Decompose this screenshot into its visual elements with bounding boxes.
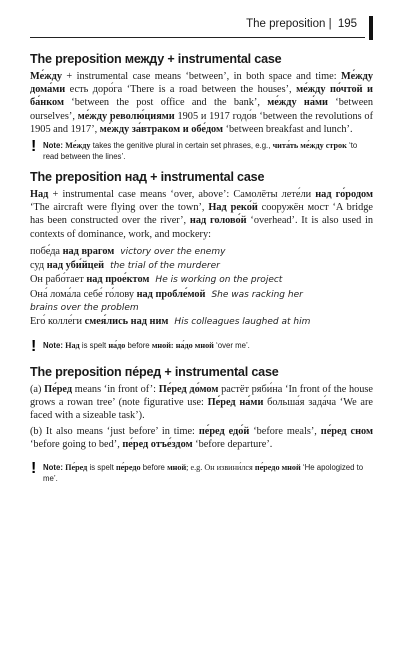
run: ме́жду револю́циями [77, 110, 175, 122]
run: суд [30, 260, 47, 272]
example-russian [30, 245, 114, 258]
run: before [125, 340, 152, 350]
section-paragraph-b [30, 425, 373, 451]
run: над врагом [62, 245, 115, 257]
run: Она́ лома́ла себе́ го́лову [30, 288, 137, 300]
run: ‘to read between the lines’. [43, 141, 358, 162]
run: + instrumental case means ‘between’, in both space and time: [61, 71, 342, 82]
run: Его́ колле́ги [30, 316, 85, 328]
run: Ме́жду [30, 71, 62, 82]
run: Он рабо́тает [30, 274, 87, 286]
note-box [30, 337, 373, 355]
run: есть доро́га ‘There is a road between the houses’, [65, 84, 297, 96]
run: ‘between breakfast and lunch’. [223, 123, 353, 135]
run: ‘The aircraft were flying over the town’, [30, 202, 209, 214]
section-mezhdu [30, 52, 373, 162]
run: Пе́ред [44, 383, 73, 395]
run: мной: на́до мной [151, 340, 214, 350]
section-title [30, 52, 373, 66]
run: пе́ред сном [320, 426, 374, 438]
header-bar [369, 16, 373, 40]
run: Над [30, 189, 49, 201]
section-title-prefix: The preposition [30, 364, 122, 379]
run: сооружён мост ‘A bridge has been constructed over the river’, [30, 202, 373, 227]
run: Note: [43, 141, 66, 151]
run: ‘before meals’, [249, 426, 321, 438]
example-translation: She was racking her [211, 289, 303, 300]
run: ‘overhead’. It is also used in contexts of dominance, work, and mockery: [30, 215, 373, 240]
run: ‘before departure’. [192, 439, 273, 451]
run: 1905 и 1917 годо́в ‘between the revolutions of 1905 and 1917’, [30, 110, 373, 135]
example-translation: He is working on the project [155, 275, 283, 286]
section-pered [30, 365, 373, 484]
run: растёт ряби́на ‘In front of the house grows a rowan tree’ (note figurative use: [30, 383, 373, 408]
run: is spelt [79, 340, 109, 350]
run: смея́лись над ним [84, 316, 169, 328]
example-item [30, 288, 373, 316]
run: пе́редо мной [254, 462, 301, 472]
run: Над реко́й [208, 202, 258, 214]
run: before [140, 462, 168, 472]
example-item [30, 315, 373, 329]
run: + instrumental case means ‘over, above’: Самолёты лете́ли [48, 189, 316, 201]
run: Пе́ред [65, 462, 88, 472]
section-title-suffix: + instrumental case [167, 52, 282, 66]
example-item [30, 259, 373, 273]
run: ‘between the post office and the bank’, [64, 97, 268, 109]
run: ‘before going to bed’, [30, 439, 123, 451]
page-number: 195 [337, 18, 357, 30]
section-paragraph [30, 70, 373, 136]
example-russian [30, 288, 205, 301]
note-box [30, 140, 373, 162]
section-title-preposition: над [124, 170, 147, 185]
note-box [30, 459, 373, 484]
section-title-suffix: + instrumental case [164, 364, 279, 379]
run: над голово́й [189, 215, 247, 227]
run: means ‘in front of’: [72, 383, 159, 395]
run: ме́жду по́чтой и ба́нком [30, 84, 373, 109]
example-line [30, 288, 373, 302]
run: ; e.g. Он извини́лся [186, 462, 255, 472]
section-title-preposition: между [124, 52, 165, 66]
exclamation-icon: ! [31, 459, 37, 477]
run: Над [65, 340, 80, 350]
run: над пробле́мой [136, 288, 206, 300]
run: Ме́жду [65, 141, 91, 151]
run: ме́жду за́втраком и обе́дом [99, 123, 224, 135]
run: пе́ред отъе́здом [122, 439, 193, 451]
section-title-suffix: + instrumental case [150, 170, 265, 185]
run: чита́ть ме́жду строк [272, 141, 347, 151]
run: Пе́ред до́мом [158, 383, 219, 395]
run: (a) [30, 383, 45, 395]
section-title-preposition: пе́ред [124, 364, 162, 379]
running-header [30, 10, 373, 40]
run: больша́я зада́ча ‘We are faced with a sizeable task’). [30, 396, 373, 422]
run: takes the genitive plural in certain set phrases, e.g., [90, 141, 273, 151]
run: пе́редо [115, 462, 141, 472]
exclamation-icon: ! [31, 337, 37, 355]
run: (b) It also means ‘just before’ in time: [30, 426, 199, 438]
run: над уби́йцей [46, 260, 105, 272]
run: Ме́жду дома́ми [30, 71, 373, 96]
header-rule [30, 37, 365, 38]
example-list [30, 245, 373, 330]
page-content [30, 52, 373, 492]
section-title [30, 170, 373, 184]
run: is spelt [87, 462, 116, 472]
run: над го́родом [315, 189, 374, 201]
run: над прое́ктом [86, 274, 150, 286]
run: побе́да [30, 245, 63, 257]
example-item [30, 245, 373, 259]
run: Пе́ред на́ми [207, 396, 264, 408]
section-nad [30, 170, 374, 355]
example-russian [30, 259, 104, 272]
section-title-prefix: The preposition [30, 170, 122, 185]
run: Note: [43, 462, 66, 472]
header-separator: | [328, 18, 332, 30]
example-translation-continued: brains over the problem [30, 303, 139, 314]
section-title-prefix: The preposition [30, 52, 122, 66]
run: ‘over me’. [213, 340, 250, 350]
example-translation: victory over the enemy [120, 246, 226, 257]
section-paragraph [30, 188, 373, 241]
run: ‘between ourselves’, [30, 97, 374, 122]
header-title [246, 18, 357, 30]
run: Note: [43, 340, 66, 350]
header-title-text: The preposition [246, 18, 326, 30]
example-translation: the trial of the murderer [110, 261, 220, 272]
run: ‘He apologized to me’. [43, 462, 364, 483]
run: пе́ред едо́й [198, 426, 250, 438]
exclamation-icon: ! [31, 138, 37, 156]
example-translation: His colleagues laughed at him [174, 317, 311, 328]
run: ме́жду на́ми [267, 97, 328, 109]
section-paragraph-a [30, 383, 373, 423]
section-title [30, 365, 373, 379]
run: на́до [108, 340, 126, 350]
example-russian [30, 273, 149, 286]
run: мной [167, 462, 187, 472]
example-russian [30, 315, 168, 328]
example-item [30, 273, 373, 287]
